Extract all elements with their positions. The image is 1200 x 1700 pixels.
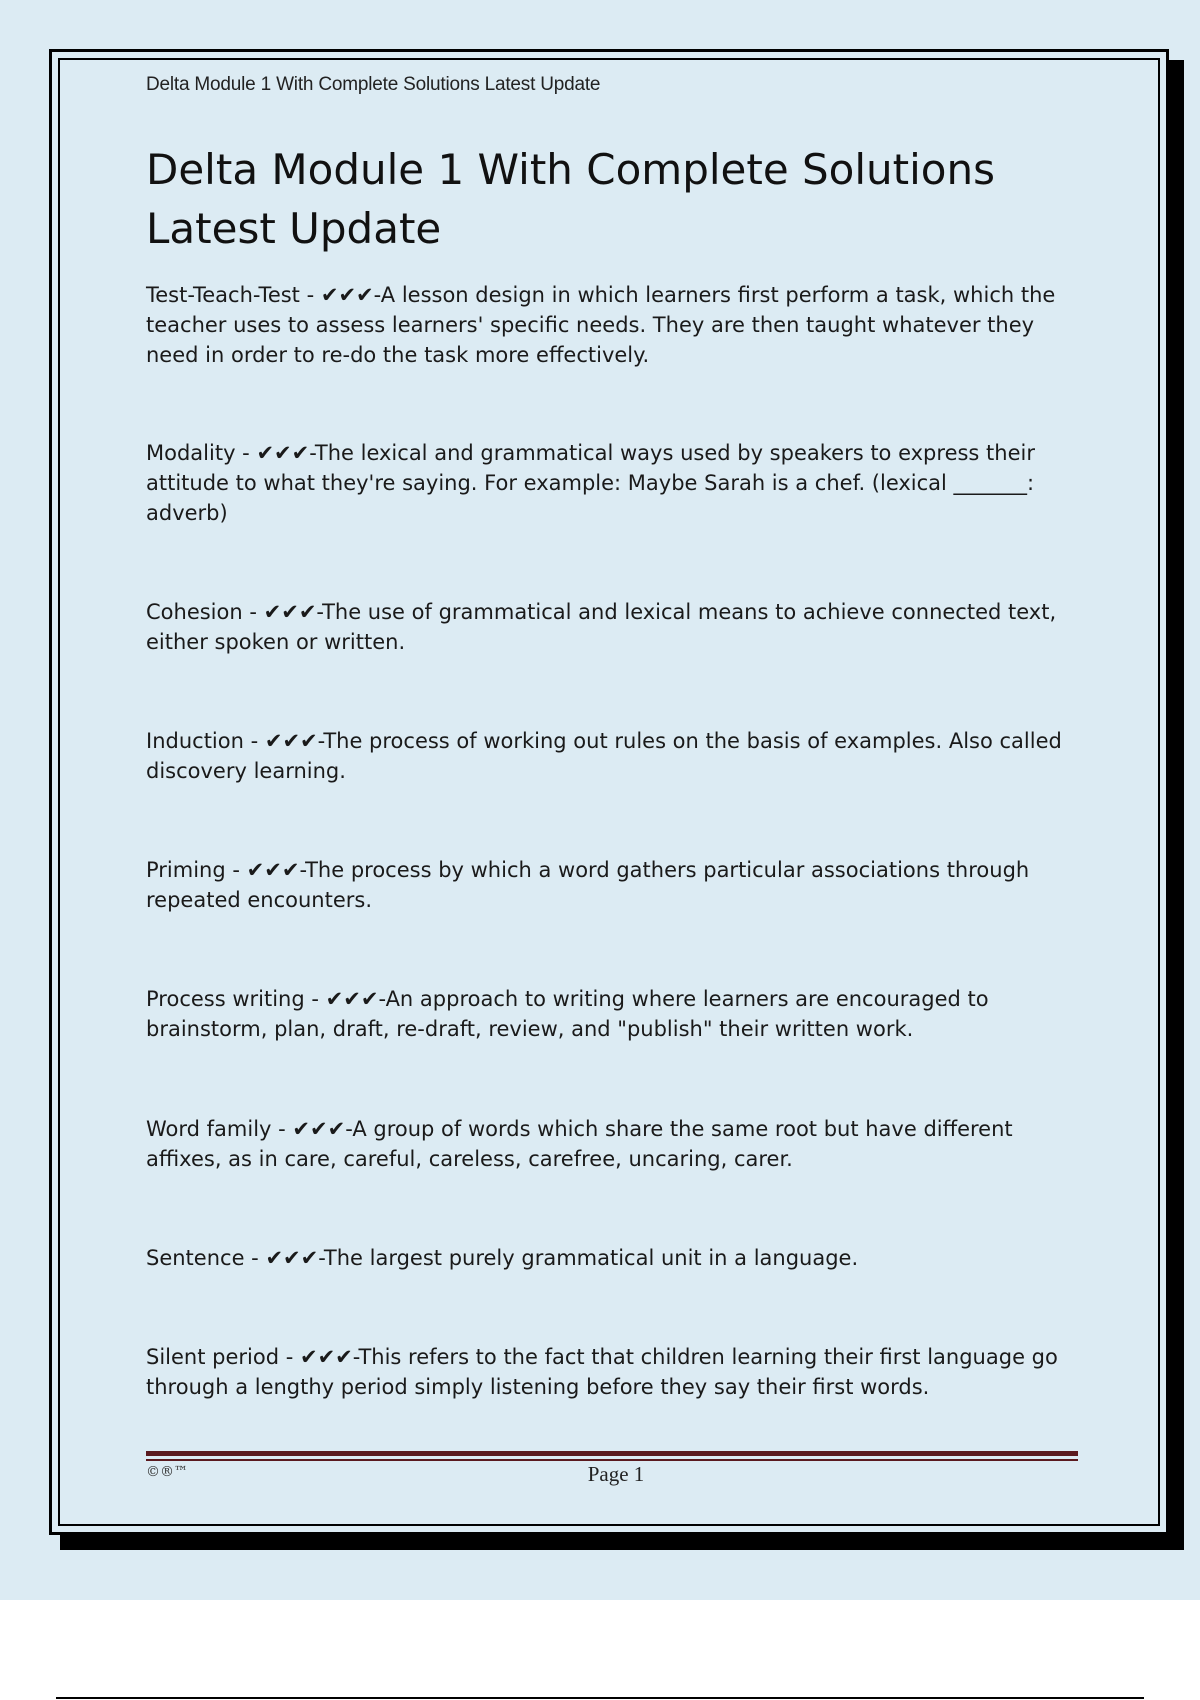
entry-definition: This refers to the fact that children learning their first language go through a lengthy period simply listening before they say their first words. [146, 1345, 1058, 1399]
glossary-entry-word-family: Word family - ✔✔✔-A group of words which share the same root but have different affixes, as in care, careful, careless, carefree, uncaring, carer. [146, 1117, 1013, 1171]
footer-rule-secondary [146, 1459, 1078, 1461]
entry-term: Test-Teach-Test [146, 283, 300, 307]
entry-definition: The process of working out rules on the basis of examples. Also called discovery learning. [146, 729, 1062, 783]
document-title: Delta Module 1 With Complete Solutions Latest Update [146, 145, 996, 253]
glossary-entry-priming: Priming - ✔✔✔-The process by which a word gathers particular associations through repeated encounters. [146, 858, 1030, 912]
entry-definition: The largest purely grammatical unit in a language. [323, 1246, 859, 1270]
check-icon: ✔✔✔ [299, 1345, 353, 1369]
check-icon: ✔✔✔ [263, 600, 317, 624]
page-frame-inner-border [58, 58, 1160, 1526]
entry-term: Silent period [146, 1345, 280, 1369]
glossary-entry-sentence: Sentence - ✔✔✔-The largest purely grammatical unit in a language. [146, 1246, 859, 1270]
entry-definition: A group of words which share the same root but have different affixes, as in care, careful, careless, carefree, uncaring, carer. [146, 1117, 1013, 1171]
check-icon: ✔✔✔ [325, 987, 379, 1011]
check-icon: ✔✔✔ [292, 1117, 346, 1141]
running-header: Delta Module 1 With Complete Solutions Latest Update [146, 74, 601, 95]
glossary-entry-induction: Induction - ✔✔✔-The process of working out rules on the basis of examples. Also called discovery learning. [146, 729, 1062, 783]
glossary-entry-silent-period: Silent period - ✔✔✔-This refers to the fact that children learning their first language go through a lengthy period simply listening before they say their first words. [146, 1345, 1058, 1399]
check-icon: ✔✔✔ [246, 858, 300, 882]
check-icon: ✔✔✔ [256, 441, 310, 465]
entry-term: Cohesion [146, 600, 243, 624]
entry-definition: The process by which a word gathers particular associations through repeated encounters. [146, 858, 1030, 912]
glossary-entry-modality: Modality - ✔✔✔-The lexical and grammatical ways used by speakers to express their attitude to what they're saying. For example: Maybe Sarah is a chef. (lexical _______: adverb) [146, 441, 1035, 525]
entry-definition: The use of grammatical and lexical means to achieve connected text, either spoken or written. [146, 600, 1057, 654]
next-page-top-rule [56, 1697, 1144, 1699]
entry-definition: An approach to writing where learners are encouraged to brainstorm, plan, draft, re-draft, review, and "publish" their written work. [146, 987, 989, 1041]
check-icon: ✔✔✔ [320, 283, 374, 307]
entry-term: Sentence [146, 1246, 245, 1270]
entry-definition: The lexical and grammatical ways used by speakers to express their attitude to what they're saying. For example: Maybe Sarah is a chef. (lexical _______: adverb) [146, 441, 1035, 525]
footer-copyright-symbols: ©®™ [146, 1464, 188, 1480]
page-number: Page 1 [587, 1462, 645, 1486]
entry-term: Process writing [146, 987, 305, 1011]
check-icon: ✔✔✔ [265, 1246, 319, 1270]
entry-term: Induction [146, 729, 244, 753]
page-frame [49, 49, 1169, 1535]
entry-definition: A lesson design in which learners first perform a task, which the teacher uses to assess learners' specific needs. They are then taught whatever they need in order to re-do the task more effectively. [146, 283, 1056, 367]
glossary-entry-test-teach-test: Test-Teach-Test - ✔✔✔-A lesson design in which learners first perform a task, which the teacher uses to assess learners' specific needs. They are then taught whatever they need in order to re-do the task more effectively. [146, 283, 1056, 367]
entry-term: Modality [146, 441, 236, 465]
entry-term: Priming [146, 858, 226, 882]
glossary-entry-cohesion: Cohesion - ✔✔✔-The use of grammatical and lexical means to achieve connected text, either spoken or written. [146, 600, 1057, 654]
glossary-entry-process-writing: Process writing - ✔✔✔-An approach to writing where learners are encouraged to brainstorm, plan, draft, re-draft, review, and "publish" their written work. [146, 987, 989, 1041]
entry-term: Word family [146, 1117, 272, 1141]
footer-rule [146, 1451, 1078, 1456]
check-icon: ✔✔✔ [264, 729, 318, 753]
